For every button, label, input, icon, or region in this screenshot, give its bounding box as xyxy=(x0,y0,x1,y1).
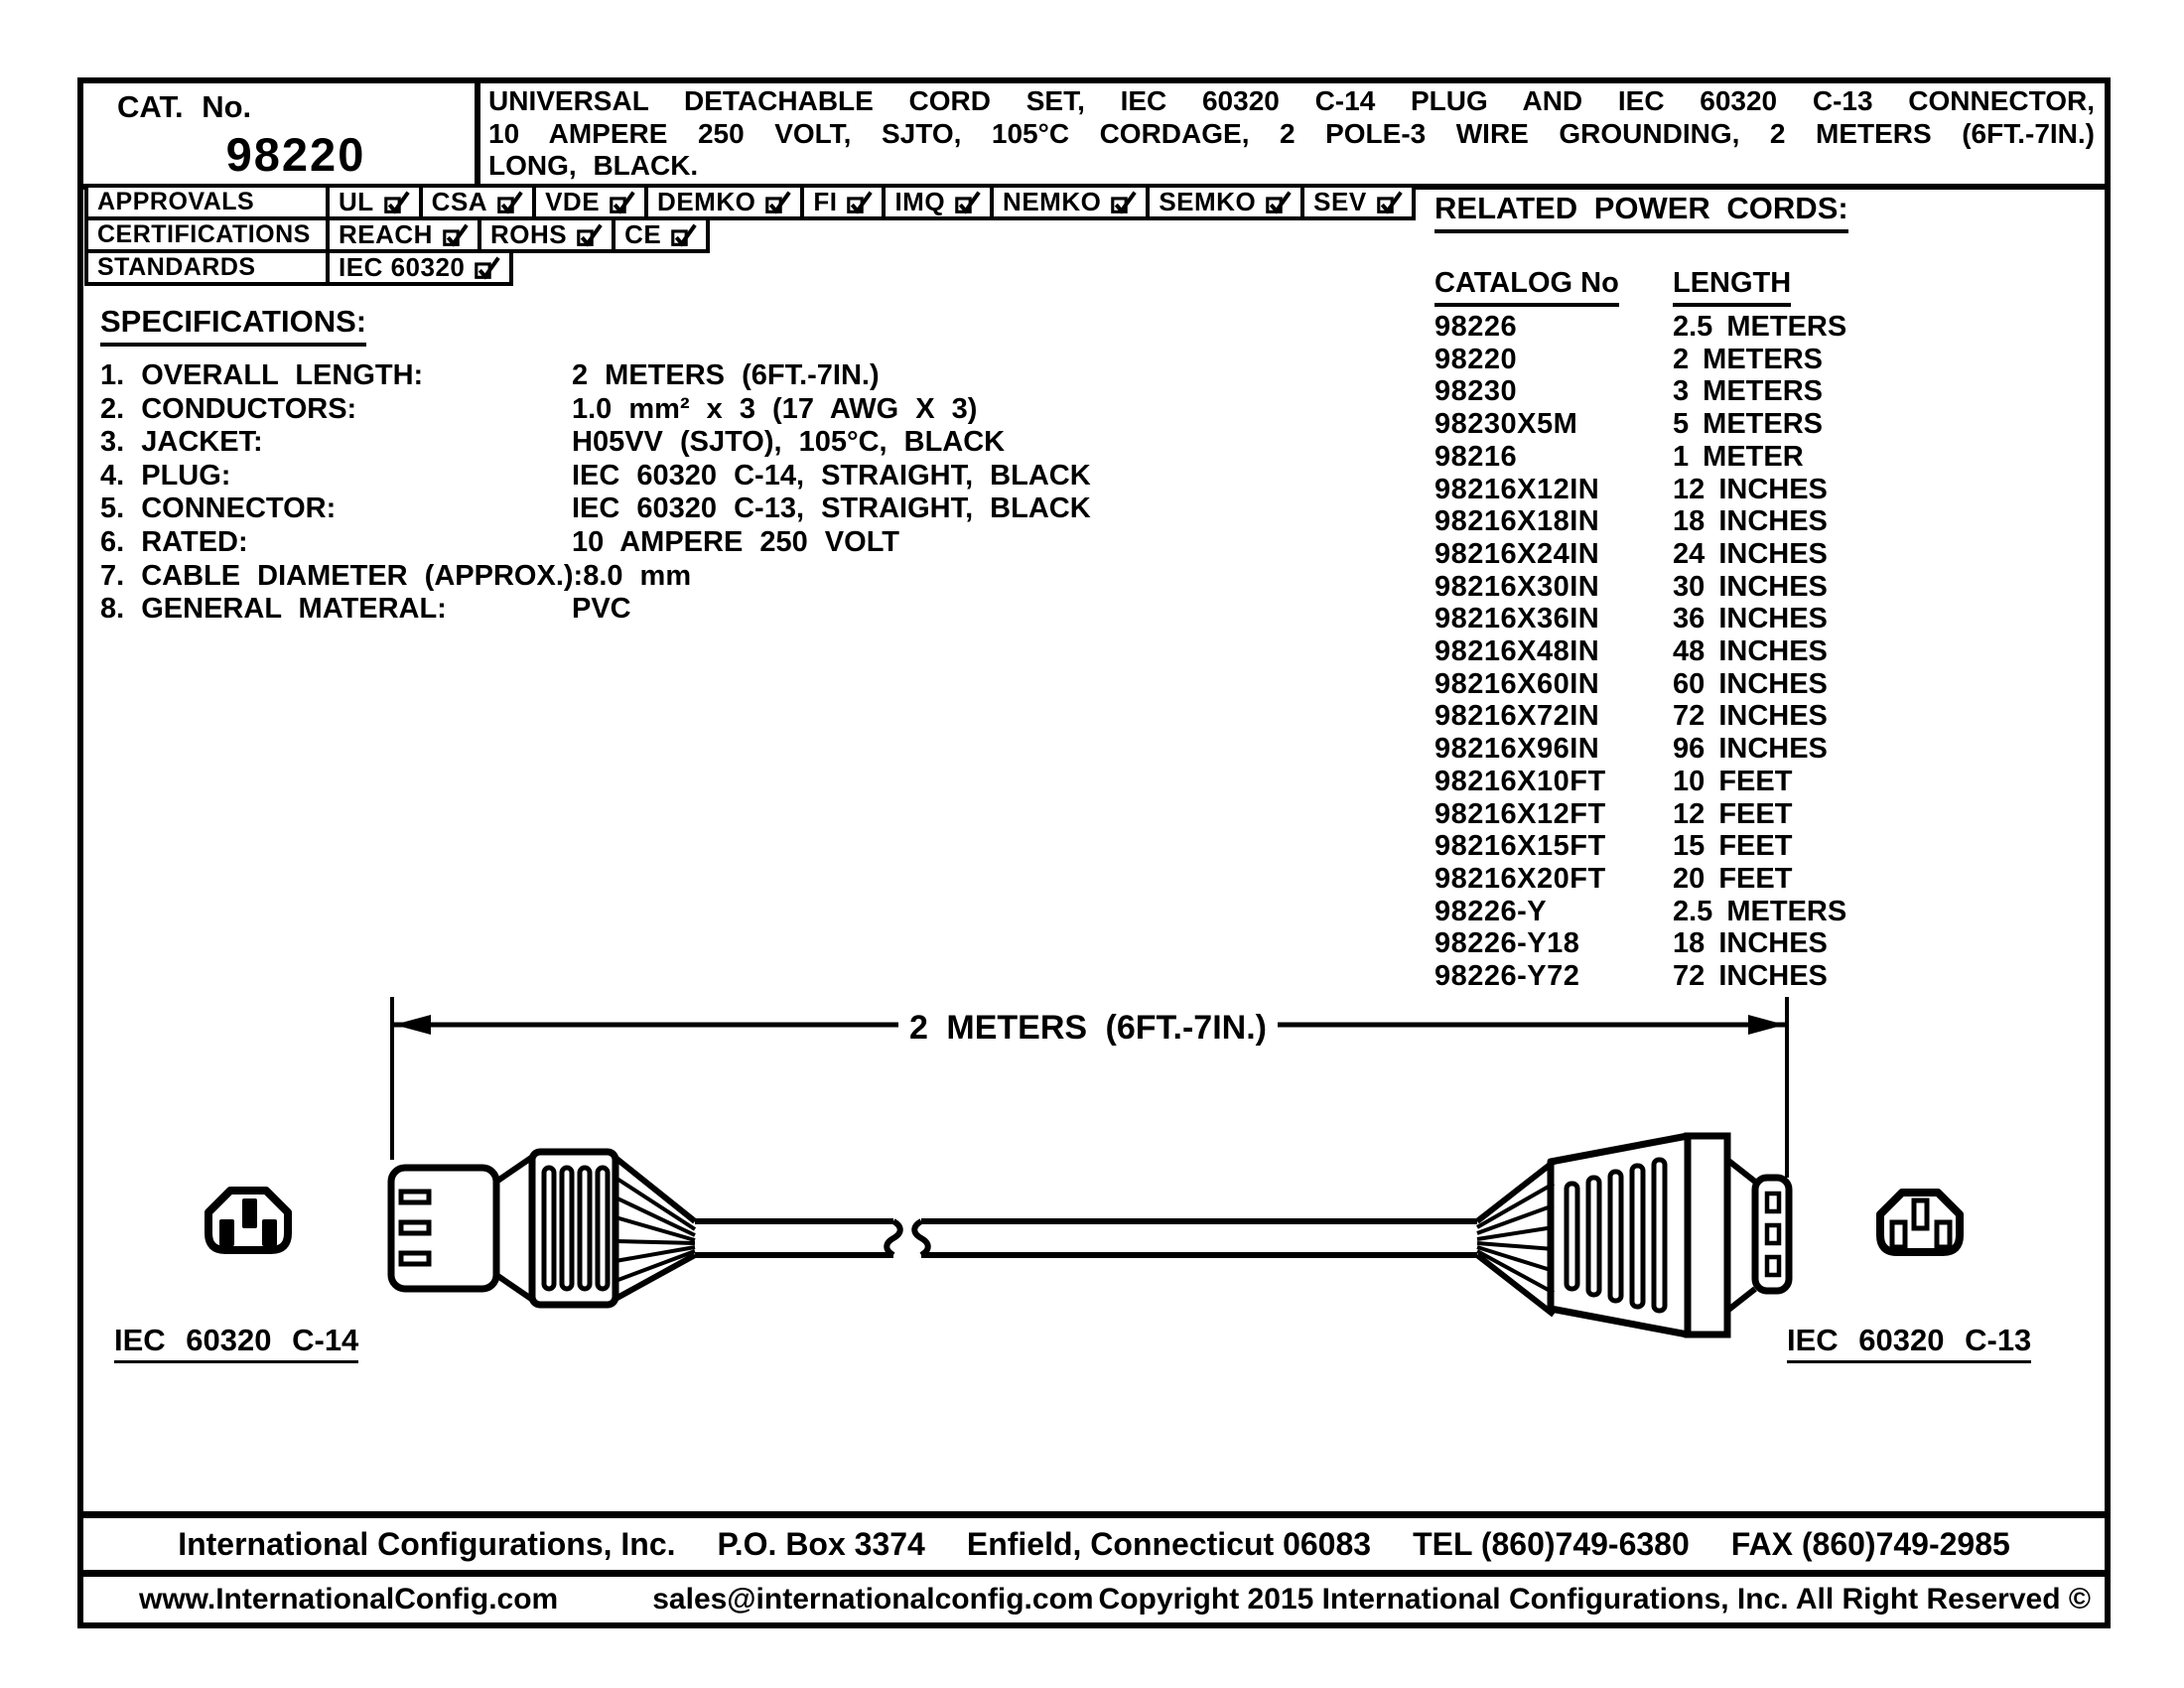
dimension-label: 2 METERS (6FT.-7IN.) xyxy=(909,1009,1267,1047)
cat-no-label: CAT. No. xyxy=(117,89,252,124)
c14-plug-side-view xyxy=(391,1152,695,1305)
description-line-3: LONG, BLACK. xyxy=(488,150,699,181)
cord-length: 36 INCHES xyxy=(1673,603,1828,635)
cord-length: 1 METER xyxy=(1673,440,1804,473)
spec-item-value: IEC 60320 C-13, STRAIGHT, BLACK xyxy=(572,492,1091,525)
compliance-item xyxy=(800,184,886,220)
cord-catalog-number: 98216X15FT xyxy=(1434,830,1606,863)
cord-length: 3 METERS xyxy=(1673,375,1824,408)
spec-item-label: 3. JACKET: xyxy=(100,426,263,459)
spec-item-label: 2. CONDUCTORS: xyxy=(100,392,357,425)
compliance-category-label: CERTIFICATIONS xyxy=(84,216,330,253)
compliance-item xyxy=(532,184,648,220)
cord-length: 60 INCHES xyxy=(1673,667,1828,700)
cord-row xyxy=(1434,571,1848,604)
compliance-item-label: CE xyxy=(624,219,662,249)
footer-contact-segment: FAX (860)749-2985 xyxy=(1730,1525,2010,1562)
spec-item-label: 8. GENERAL MATERAL: xyxy=(100,593,447,626)
spec-item-label: 4. PLUG: xyxy=(100,459,231,492)
compliance-item xyxy=(419,184,536,220)
cord-catalog-number: 98216 xyxy=(1434,440,1518,473)
spec-item-value: 10 AMPERE 250 VOLT xyxy=(572,525,899,558)
cord-row xyxy=(1434,700,1848,733)
cord-catalog-number: 98216X18IN xyxy=(1434,505,1600,538)
compliance-table xyxy=(84,184,1412,286)
spec-item xyxy=(100,359,1143,393)
product-description xyxy=(480,83,2105,184)
spec-item xyxy=(100,593,1143,627)
length-column-header: LENGTH xyxy=(1673,267,1791,307)
checkbox-checked-icon xyxy=(764,190,791,214)
related-cords-header-row xyxy=(1434,267,1848,307)
c13-face-icon xyxy=(1880,1193,1960,1252)
cord-catalog-number: 98216X72IN xyxy=(1434,700,1600,733)
cord-catalog-number: 98216X60IN xyxy=(1434,667,1600,700)
spec-item-value: 8.0 mm xyxy=(583,559,692,592)
compliance-item xyxy=(326,249,513,286)
cord-row xyxy=(1434,830,1848,863)
compliance-item xyxy=(882,184,994,220)
description-line-2: 10 AMPERE 250 VOLT, SJTO, 105°C CORDAGE, 2 POLE-3 WIRE GROUNDING, 2 METERS (6FT.-7IN.) xyxy=(488,117,2095,149)
catalog-number-cell xyxy=(83,83,480,184)
compliance-item xyxy=(1300,184,1416,220)
related-cords-section xyxy=(1434,191,1848,993)
specifications-heading: SPECIFICATIONS: xyxy=(100,304,366,347)
cord-length: 96 INCHES xyxy=(1673,733,1828,766)
cord-catalog-number: 98216X30IN xyxy=(1434,570,1600,603)
cord-catalog-number: 98220 xyxy=(1434,343,1518,375)
checkbox-checked-icon xyxy=(474,255,500,280)
cord-catalog-number: 98216X10FT xyxy=(1434,765,1606,797)
compliance-item xyxy=(326,184,423,220)
cord-catalog-number: 98226-Y72 xyxy=(1434,960,1580,993)
compliance-row xyxy=(84,249,1412,286)
cord-length: 20 FEET xyxy=(1673,862,1793,895)
footer xyxy=(83,1511,2105,1622)
compliance-item xyxy=(612,216,710,253)
footer-links-row xyxy=(83,1577,2105,1622)
compliance-item xyxy=(478,216,615,253)
title-block xyxy=(83,83,2105,190)
cord-catalog-number: 98216X12IN xyxy=(1434,473,1600,505)
copyright-text: Copyright 2015 International Configurations, Inc. All Right Reserved © xyxy=(1098,1583,2091,1616)
cord-length: 48 INCHES xyxy=(1673,635,1828,668)
cord-length: 30 INCHES xyxy=(1673,570,1828,603)
cord-row xyxy=(1434,505,1848,538)
compliance-item xyxy=(990,184,1150,220)
compliance-row xyxy=(84,184,1412,220)
cord-length: 2.5 METERS xyxy=(1673,895,1847,927)
compliance-category-label: STANDARDS xyxy=(84,249,330,286)
specifications-list xyxy=(100,359,1143,627)
spec-item-label: 7. CABLE DIAMETER (APPROX.): xyxy=(100,559,584,592)
footer-contact-segment: P.O. Box 3374 xyxy=(717,1525,925,1562)
checkbox-checked-icon xyxy=(609,190,635,214)
spec-item-value: PVC xyxy=(572,593,631,626)
cord-row xyxy=(1434,927,1848,960)
cord-length: 72 INCHES xyxy=(1673,960,1828,993)
spec-item-value: 1.0 mm² x 3 (17 AWG X 3) xyxy=(572,392,978,425)
page-frame xyxy=(77,77,2111,1628)
compliance-item-label: ROHS xyxy=(489,219,568,249)
cord-length: 24 INCHES xyxy=(1673,537,1828,570)
compliance-item-label: SEMKO xyxy=(1159,187,1257,216)
cord-catalog-number: 98216X12FT xyxy=(1434,797,1606,830)
compliance-item-label: SEV xyxy=(1313,187,1367,216)
cord-catalog-number: 98226-Y18 xyxy=(1434,927,1580,960)
spec-item xyxy=(100,560,1143,594)
compliance-row xyxy=(84,216,1412,253)
checkbox-checked-icon xyxy=(1376,190,1403,214)
cord-length: 10 FEET xyxy=(1673,765,1793,797)
footer-contact-segment: International Configurations, Inc. xyxy=(178,1525,676,1562)
cord-row xyxy=(1434,668,1848,701)
cat-number: 98220 xyxy=(225,128,366,181)
compliance-item-label: UL xyxy=(339,187,374,216)
checkbox-checked-icon xyxy=(670,222,697,247)
checkbox-checked-icon xyxy=(576,222,603,247)
cord-row xyxy=(1434,960,1848,993)
cord-length: 2 METERS xyxy=(1673,343,1824,375)
cord-row xyxy=(1434,344,1848,376)
c13-connector-side-view xyxy=(1477,1136,1789,1335)
catalog-column-header: CATALOG No xyxy=(1434,267,1673,307)
compliance-item-label: FI xyxy=(813,187,838,216)
cable xyxy=(695,1221,1477,1255)
checkbox-checked-icon xyxy=(442,222,469,247)
cord-row xyxy=(1434,538,1848,571)
compliance-item-label: VDE xyxy=(545,187,601,216)
spec-item-value: H05VV (SJTO), 105°C, BLACK xyxy=(572,426,1006,459)
compliance-item-label: CSA xyxy=(431,187,488,216)
compliance-item-label: IEC 60320 xyxy=(339,252,466,282)
spec-item-label: 5. CONNECTOR: xyxy=(100,492,337,525)
related-cords-rows xyxy=(1434,311,1848,993)
footer-link-segment: www.InternationalConfig.com xyxy=(139,1583,559,1616)
cord-catalog-number: 98226 xyxy=(1434,311,1518,343)
cord-catalog-number: 98216X36IN xyxy=(1434,603,1600,635)
spec-item xyxy=(100,460,1143,493)
cord-row xyxy=(1434,375,1848,408)
cord-catalog-number: 98230X5M xyxy=(1434,408,1578,441)
spec-item-value: IEC 60320 C-14, STRAIGHT, BLACK xyxy=(572,459,1091,492)
compliance-item xyxy=(644,184,804,220)
cord-length: 72 INCHES xyxy=(1673,700,1828,733)
cord-catalog-number: 98216X24IN xyxy=(1434,537,1600,570)
cord-row xyxy=(1434,408,1848,441)
cord-catalog-number: 98216X96IN xyxy=(1434,733,1600,766)
compliance-category-label: APPROVALS xyxy=(84,184,330,220)
spec-item xyxy=(100,393,1143,427)
cord-catalog-number: 98230 xyxy=(1434,375,1518,408)
cord-length: 18 INCHES xyxy=(1673,505,1828,538)
cord-row xyxy=(1434,311,1848,344)
footer-contact-segment: Enfield, Connecticut 06083 xyxy=(966,1525,1372,1562)
cord-row xyxy=(1434,635,1848,668)
cord-row xyxy=(1434,863,1848,896)
cord-length: 5 METERS xyxy=(1673,408,1824,441)
compliance-item xyxy=(1146,184,1304,220)
cord-row xyxy=(1434,766,1848,798)
cord-catalog-number: 98216X48IN xyxy=(1434,635,1600,668)
checkbox-checked-icon xyxy=(1265,190,1292,214)
cord-row xyxy=(1434,798,1848,831)
cord-catalog-number: 98226-Y xyxy=(1434,895,1548,927)
c14-label: IEC 60320 C-14 xyxy=(114,1323,358,1363)
c13-label: IEC 60320 C-13 xyxy=(1787,1323,2031,1363)
compliance-item xyxy=(326,216,481,253)
cord-length: 15 FEET xyxy=(1673,830,1793,863)
footer-web-email xyxy=(139,1583,1094,1617)
company-contact-row xyxy=(83,1518,2105,1570)
cord-row xyxy=(1434,733,1848,766)
cord-length: 2.5 METERS xyxy=(1673,311,1847,343)
footer-contact-segment: TEL (860)749-6380 xyxy=(1413,1525,1690,1562)
cord-catalog-number: 98216X20FT xyxy=(1434,862,1606,895)
c14-face-icon xyxy=(208,1191,288,1250)
spec-item xyxy=(100,492,1143,526)
checkbox-checked-icon xyxy=(846,190,873,214)
compliance-item-label: IMQ xyxy=(894,187,946,216)
spec-item-label: 1. OVERALL LENGTH: xyxy=(100,359,424,391)
checkbox-checked-icon xyxy=(1110,190,1137,214)
cord-length: 12 FEET xyxy=(1673,797,1793,830)
description-line-1: UNIVERSAL DETACHABLE CORD SET, IEC 60320 C-14 PLUG AND IEC 60320 C-13 CONNECTOR, xyxy=(488,85,2095,116)
cord-row xyxy=(1434,474,1848,506)
compliance-item-label: NEMKO xyxy=(1003,187,1102,216)
footer-divider xyxy=(83,1570,2105,1577)
spec-item xyxy=(100,526,1143,560)
cord-row xyxy=(1434,896,1848,928)
checkbox-checked-icon xyxy=(496,190,523,214)
compliance-item-label: DEMKO xyxy=(657,187,756,216)
cord-length: 18 INCHES xyxy=(1673,927,1828,960)
checkbox-checked-icon xyxy=(383,190,410,214)
footer-link-segment: sales@internationalconfig.com xyxy=(652,1583,1094,1616)
compliance-item-label: REACH xyxy=(339,219,433,249)
cord-length: 12 INCHES xyxy=(1673,473,1828,505)
spec-item-label: 6. RATED: xyxy=(100,525,248,558)
spec-item xyxy=(100,426,1143,460)
checkbox-checked-icon xyxy=(954,190,981,214)
cord-row xyxy=(1434,441,1848,474)
related-cords-heading: RELATED POWER CORDS: xyxy=(1434,191,1848,233)
cord-row xyxy=(1434,603,1848,635)
spec-item-value: 2 METERS (6FT.-7IN.) xyxy=(572,359,880,391)
